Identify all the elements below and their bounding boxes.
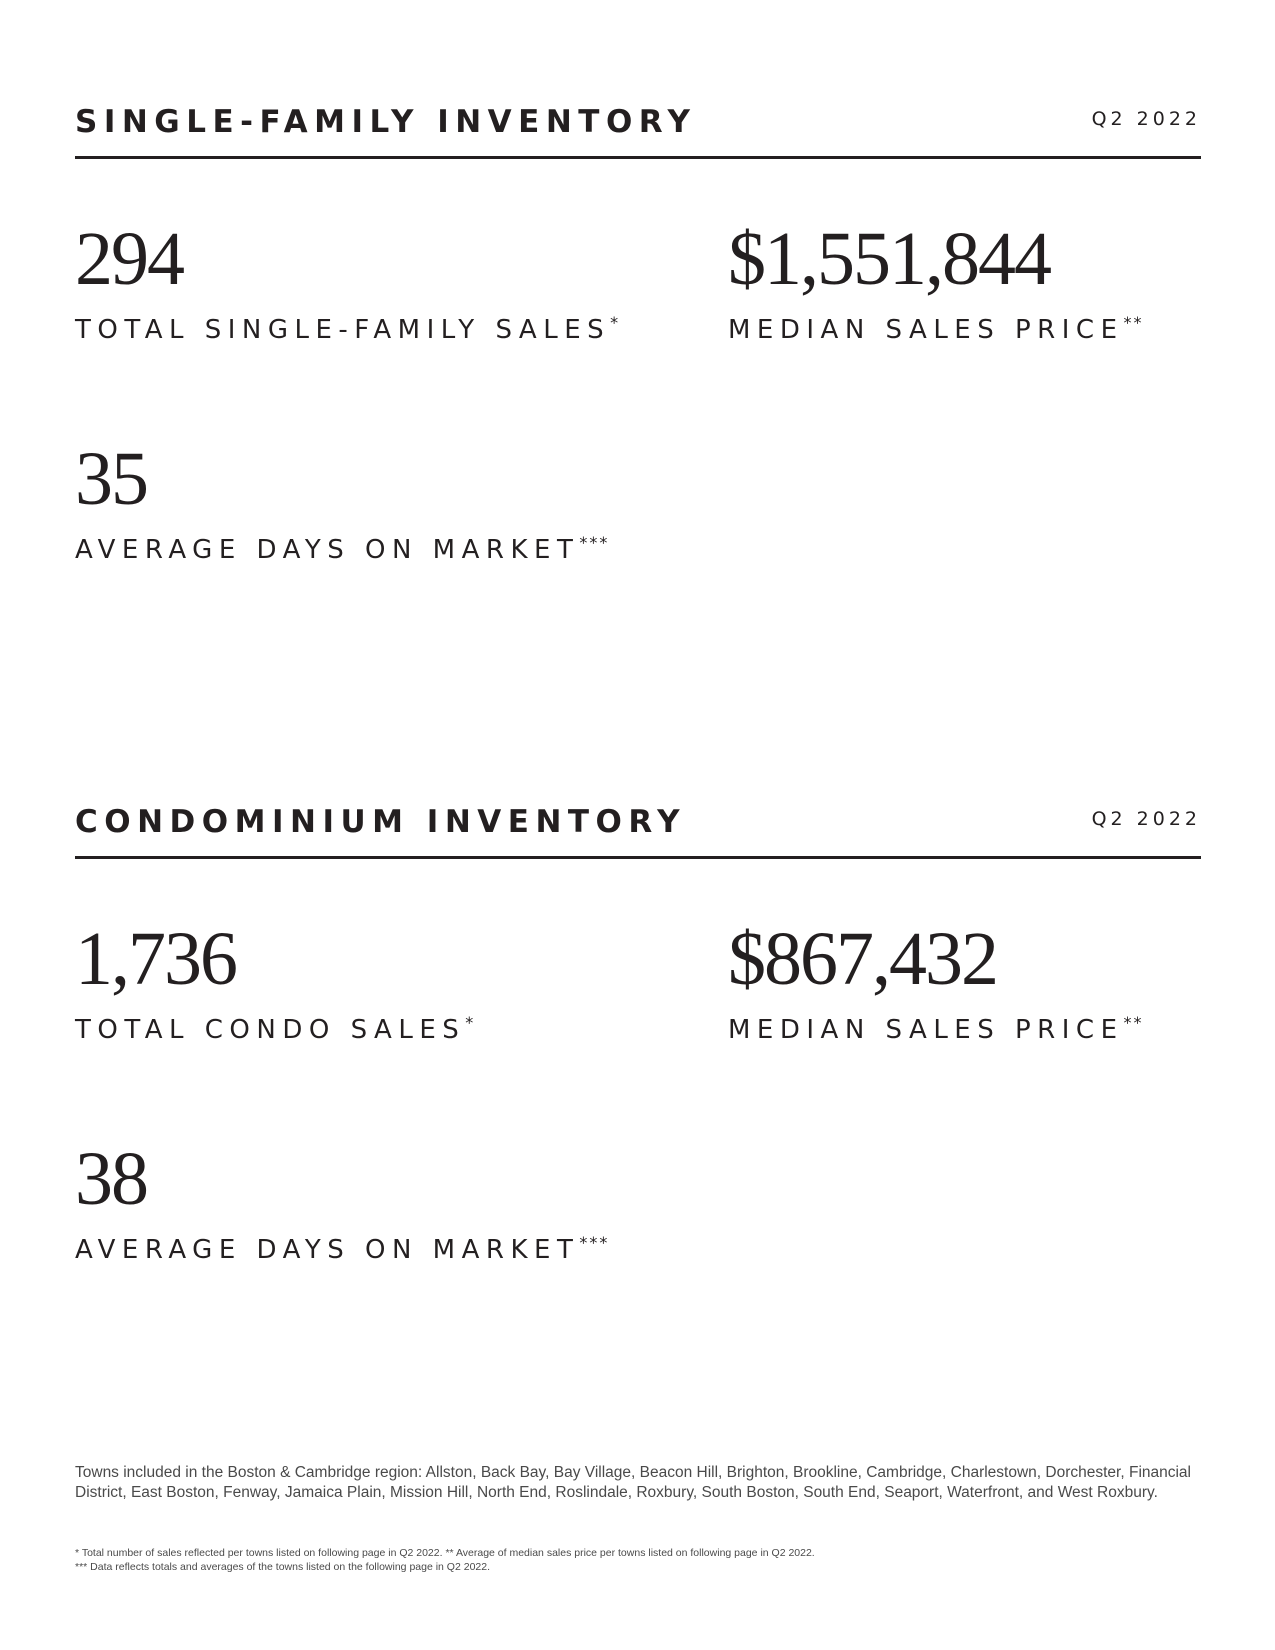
stat-value: $867,432 bbox=[728, 917, 997, 1001]
stat-label-text: MEDIAN SALES PRICE bbox=[728, 1015, 1124, 1045]
footnote-mark: ** bbox=[1123, 313, 1144, 332]
single-family-section bbox=[75, 100, 1201, 159]
legal-footnotes bbox=[75, 1546, 1200, 1574]
stat-label-text: MEDIAN SALES PRICE bbox=[728, 315, 1124, 345]
stat-label bbox=[728, 1015, 1144, 1045]
legal-footnote-line: * Total number of sales reflected per towns listed on following page in Q2 2022. ** Average of median sales price per towns listed on following page in Q2 2022. bbox=[75, 1547, 815, 1559]
footnote-mark: *** bbox=[579, 533, 610, 552]
stat-label-text: TOTAL SINGLE-FAMILY SALES bbox=[75, 315, 611, 345]
footnote-mark: ** bbox=[1123, 1013, 1144, 1032]
condo-median-price bbox=[728, 917, 1144, 1045]
legal-footnote-line: *** Data reflects totals and averages of the towns listed on the following page in Q2 2022. bbox=[75, 1561, 491, 1573]
towns-footnote: Towns included in the Boston & Cambridge region: Allston, Back Bay, Bay Village, Beacon Hill, Brighton, Brookline, Cambridge, Charlestown, Dorchester, Financial District, East Boston, Fenway, Jamaica Plain, Mission Hill, North End, Roslindale, Roxbury, South Boston, South End, Seaport, Waterfront, and West Roxbury. bbox=[75, 1464, 1191, 1501]
stat-label bbox=[728, 315, 1144, 345]
footnote-mark: * bbox=[610, 313, 621, 332]
stat-label-text: TOTAL CONDO SALES bbox=[75, 1015, 466, 1045]
condo-avg-days bbox=[75, 1137, 610, 1265]
stat-value: 294 bbox=[75, 217, 183, 301]
condo-total-sales bbox=[75, 917, 476, 1045]
section-title: SINGLE-FAMILY INVENTORY bbox=[75, 104, 697, 140]
stat-value: 38 bbox=[75, 1137, 147, 1221]
condominium-section bbox=[75, 800, 1201, 859]
stat-value: 1,736 bbox=[75, 917, 236, 1001]
stat-value: 35 bbox=[75, 437, 147, 521]
section-header bbox=[75, 800, 1201, 859]
single-family-median-price bbox=[728, 217, 1144, 345]
section-title: CONDOMINIUM INVENTORY bbox=[75, 804, 687, 840]
stat-label bbox=[75, 1015, 475, 1045]
stat-value: $1,551,844 bbox=[728, 217, 1050, 301]
stat-label bbox=[75, 315, 620, 345]
stat-label bbox=[75, 1235, 609, 1265]
footnote-mark: * bbox=[465, 1013, 476, 1032]
single-family-total-sales bbox=[75, 217, 621, 345]
stat-label bbox=[75, 535, 609, 565]
section-period: Q2 2022 bbox=[1091, 108, 1201, 130]
footnote-mark: *** bbox=[579, 1233, 610, 1252]
single-family-avg-days bbox=[75, 437, 610, 565]
stat-label-text: AVERAGE DAYS ON MARKET bbox=[75, 535, 580, 565]
section-period: Q2 2022 bbox=[1091, 808, 1201, 830]
section-header bbox=[75, 100, 1201, 159]
stat-label-text: AVERAGE DAYS ON MARKET bbox=[75, 1235, 580, 1265]
